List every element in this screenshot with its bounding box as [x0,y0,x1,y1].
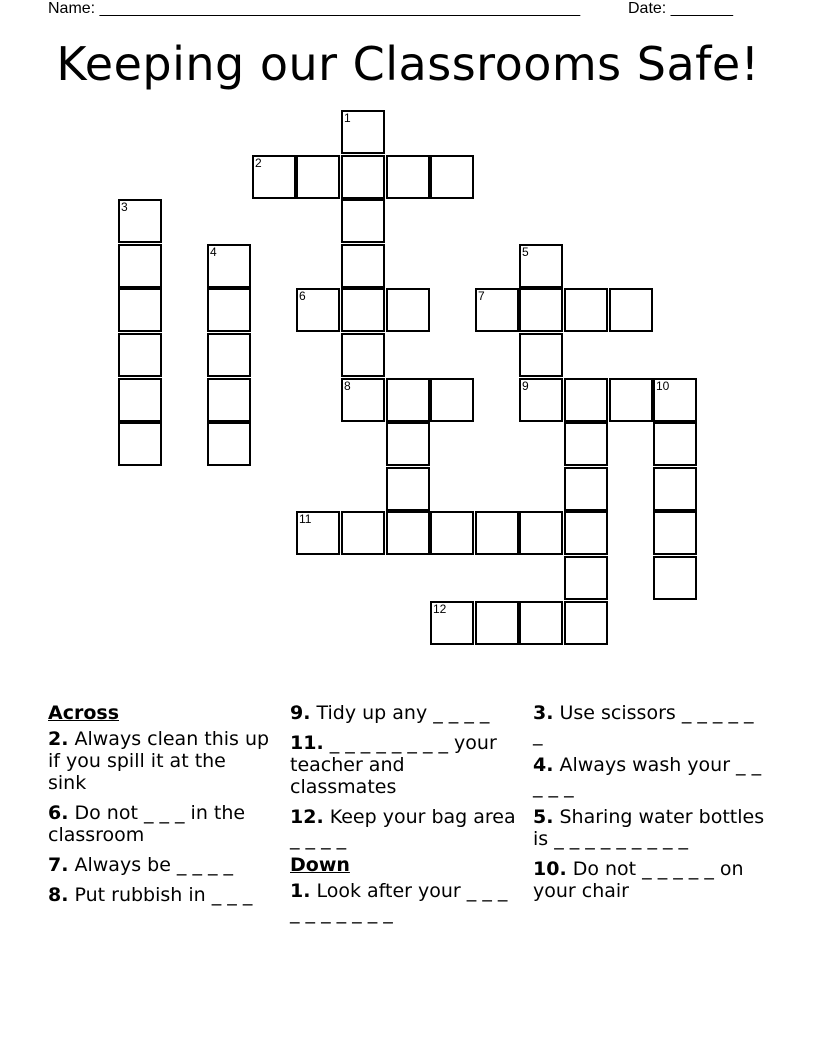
crossword-cell[interactable] [430,511,474,555]
crossword-cell[interactable] [296,288,340,332]
clue-number: 12 [433,602,447,616]
crossword-cell[interactable] [609,288,653,332]
clue-number: 1. [290,880,311,902]
crossword-cell[interactable] [118,378,162,422]
clue-text: Put rubbish in _ _ _ [68,884,253,906]
crossword-cell[interactable] [207,288,251,332]
clue-number: 12. [290,806,324,828]
crossword-cell[interactable] [341,199,385,243]
down-heading: Down [290,854,350,876]
crossword-cell[interactable] [386,467,430,511]
clue [533,702,769,746]
across-heading: Across [48,702,120,724]
crossword-cell[interactable] [341,511,385,555]
crossword-cell[interactable] [386,378,430,422]
down-clue-list-continued [533,702,769,902]
crossword-cell[interactable] [564,511,608,555]
crossword-cell[interactable] [118,199,162,243]
clue-text: Always wash your _ _ _ _ _ [533,754,762,798]
clue [533,858,769,902]
crossword-cell[interactable] [519,244,563,288]
clues-column-2 [290,702,516,932]
crossword-cell[interactable] [296,155,340,199]
clue-text: Look after your _ _ _ _ _ _ _ _ _ _ [290,880,508,924]
crossword-cell[interactable] [653,511,697,555]
clue-number: 11. [290,732,324,754]
clue [48,854,270,876]
clue-text: Always clean this up if you spill it at the sink [48,728,270,794]
crossword-cell[interactable] [207,378,251,422]
clue-number: 5. [533,806,554,828]
crossword-cell[interactable] [118,244,162,288]
crossword-cell[interactable] [118,422,162,466]
clue-number: 8. [48,884,69,906]
clue-number: 10 [656,379,670,393]
clue-number: 5 [522,245,529,259]
crossword-cell[interactable] [564,378,608,422]
crossword-cell[interactable] [341,333,385,377]
clue-number: 7. [48,854,69,876]
clue-text: Tidy up any _ _ _ _ [310,702,490,724]
clue [533,806,769,850]
clue-number: 9 [522,379,529,393]
crossword-cell[interactable] [564,556,608,600]
crossword-cell[interactable] [296,511,340,555]
clues-column-1 [48,702,270,914]
crossword-cell[interactable] [386,511,430,555]
clue [48,884,270,906]
crossword-cell[interactable] [519,511,563,555]
clue-number: 3. [533,702,554,724]
crossword-cell[interactable] [386,288,430,332]
crossword-cell[interactable] [519,333,563,377]
clue-text: Sharing water bottles is _ _ _ _ _ _ _ _ _ [533,806,765,850]
page-title: Keeping our Classrooms Safe! [56,37,760,91]
crossword-cell[interactable] [519,601,563,645]
crossword-cell[interactable] [653,467,697,511]
crossword-cell[interactable] [207,244,251,288]
clue [533,754,769,798]
clue-number: 6 [299,289,306,303]
clue-number: 1 [344,111,351,125]
crossword-cell[interactable] [609,378,653,422]
crossword-cell[interactable] [118,288,162,332]
crossword-cell[interactable] [430,378,474,422]
clue-number: 10. [533,858,567,880]
clue-text: Do not _ _ _ in the classroom [48,802,246,846]
clue [290,880,516,924]
crossword-cell[interactable] [564,422,608,466]
clue-number: 7 [478,289,485,303]
crossword-cell[interactable] [475,288,519,332]
clue [48,728,270,794]
clue [290,732,516,798]
clue-text: Always be _ _ _ _ [68,854,234,876]
crossword-cell[interactable] [564,288,608,332]
clue-number: 9. [290,702,311,724]
crossword-cell[interactable] [341,378,385,422]
crossword-cell[interactable] [341,110,385,154]
clue-text: Use scissors _ _ _ _ _ _ [533,702,754,746]
clue-text: Keep your bag area _ _ _ _ [290,806,516,850]
clue-number: 2 [255,156,262,170]
clue-number: 4. [533,754,554,776]
date-field-label: Date: _______ [628,0,733,17]
crossword-cell[interactable] [341,155,385,199]
crossword-cell[interactable] [564,467,608,511]
crossword-cell[interactable] [475,511,519,555]
clue-number: 8 [344,379,351,393]
down-clue-list [290,880,516,924]
clue [290,702,516,724]
crossword-cell[interactable] [430,601,474,645]
crossword-cell[interactable] [519,378,563,422]
crossword-cell[interactable] [207,333,251,377]
crossword-cell[interactable] [386,155,430,199]
crossword-cell[interactable] [252,155,296,199]
clue-number: 6. [48,802,69,824]
clue-number: 11 [299,512,312,526]
clue-text: Do not _ _ _ _ _ on your chair [533,858,744,902]
crossword-cell[interactable] [341,244,385,288]
across-clue-list [48,728,270,906]
clue-number: 2. [48,728,69,750]
clue-text: _ _ _ _ _ _ _ _ your teacher and classmates [290,732,497,798]
clues-column-3 [533,702,769,910]
crossword-cell[interactable] [653,556,697,600]
crossword-cell[interactable] [341,288,385,332]
clue [48,802,270,846]
name-field-label: Name: ______________________________________________________ [48,0,581,17]
crossword-cell[interactable] [207,422,251,466]
crossword-cell[interactable] [475,601,519,645]
crossword-cell[interactable] [564,601,608,645]
crossword-cell[interactable] [653,422,697,466]
clue-number: 4 [210,245,217,259]
clue-number: 3 [121,200,128,214]
crossword-cell[interactable] [430,155,474,199]
across-clue-list-continued [290,702,516,850]
clue [290,806,516,850]
crossword-cell[interactable] [519,288,563,332]
crossword-cell[interactable] [118,333,162,377]
crossword-cell[interactable] [386,422,430,466]
crossword-cell[interactable] [653,378,697,422]
